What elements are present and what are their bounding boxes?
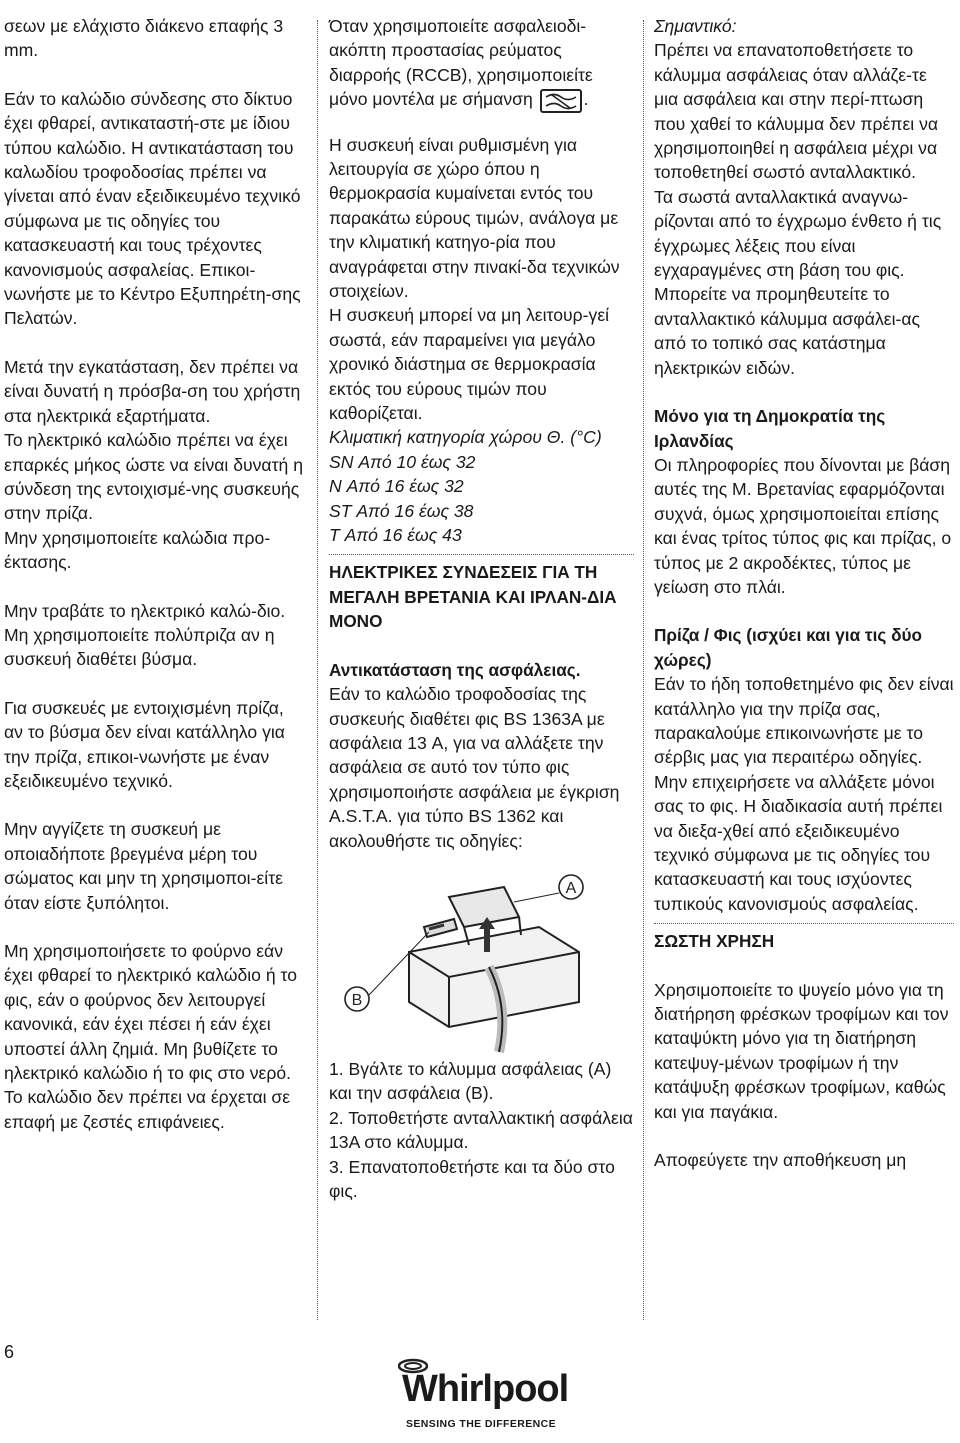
paragraph: Μην τραβάτε το ηλεκτρικό καλώ-διο. <box>4 600 286 621</box>
socket-paragraph: Εάν το ήδη τοποθετημένο φις δεν είναι κατάλληλο για την πρίζα σας, παρακαλούμε επικοινωνήστε με το σέρβις μας για περαιτέρω οδηγίες. Μην επιχειρήσετε να αλλάξετε μόνοι σας το φις. Η διαδικασία αυτή πρέπει να διεξα-χθεί από εξειδικευμένο τεχνικό σύμφωνα με τις οδηγίες του κατασκευαστή και τους ισχύοντες τυπικούς κανονισμούς ασφαλείας. <box>654 674 954 914</box>
ireland-heading: Μόνο για τη Δημοκρατία της Ιρλανδίας <box>654 406 886 451</box>
paragraph: Μην αγγίζετε τη συσκευή με οποιαδήποτε βρεγμένα μέρη του σώματος και μην τη χρησιμοποι-είτε όταν είστε ξυπόλητοι. <box>4 819 283 913</box>
column-middle <box>329 14 634 1203</box>
column-divider <box>317 20 318 1320</box>
column-left <box>4 14 304 1134</box>
column-right <box>654 14 954 1172</box>
climate-paragraph: Η συσκευή είναι ρυθμισμένη για λειτουργία σε χώρο όπου η θερμοκρασία κυμαίνεται εντός του παρακάτω εύρους τιμών, ανάλογα με την κλιματική κατηγο-ρία που αναγράφεται στην πινακί-δα τεχνικών στοιχείων. <box>329 134 620 301</box>
paragraph: Το ηλεκτρικό καλώδιο πρέπει να έχει επαρκές μήκος ώστε να είναι δυνατή η σύνδεση της εντοιχισμέ-νης συσκευής στην πρίζα. <box>4 430 304 524</box>
buy-paragraph: Μπορείτε να προμηθευτείτε το ανταλλακτικό κάλυμμα ασφάλει-ας από το τοπικό σας κατάστημα ηλεκτρικών ειδών. <box>654 284 921 378</box>
section-divider <box>654 923 954 924</box>
paragraph: Μη χρησιμοποιήσετε το φούρνο εάν έχει φθαρεί το ηλεκτρικό καλώδιο ή το φις, εάν ο φούρνος δεν λειτουργεί κανονικά, εάν έχει πέσει ή εάν έχει υποστεί άλλη ζημιά. Μη βυθίζετε το ηλεκτρικό καλώδιο ή το φις στο νερό. Το καλώδιο δεν πρέπει να έρχεται σε επαφή με ζεστές επιφάνειες. <box>4 941 298 1132</box>
use-heading: ΣΩΣΤΗ ΧΡΗΣΗ <box>654 931 775 952</box>
uk-heading: ΗΛΕΚΤΡΙΚΕΣ ΣΥΝΔΕΣΕΙΣ ΓΙΑ ΤΗ ΜΕΓΑΛΗ ΒΡΕΤΑΝΙΑ ΚΑΙ ΙΡΛΑΝ-ΔΙΑ ΜΟΝΟ <box>329 562 617 632</box>
rccb-end: . <box>583 89 589 110</box>
paragraph: Για συσκευές με εντοιχισμένη πρίζα, αν το βύσμα δεν είναι κατάλληλο για την πρίζα, επικοι-νωνήστε με έναν εξειδικευμένο τεχνικό. <box>4 697 285 791</box>
step: 2. Τοποθετήστε ανταλλακτική ασφάλεια 13A στο κάλυμμα. <box>329 1107 633 1153</box>
step: 1. Βγάλτε το κάλυμμα ασφάλειας (A) και την ασφάλεια (B). <box>329 1058 612 1104</box>
section-divider <box>329 554 634 555</box>
paragraph: Μετά την εγκατάσταση, δεν πρέπει να είναι δυνατή η πρόσβα-ση του χρήστη στα ηλεκτρικά εξαρτήματα. <box>4 356 301 426</box>
ireland-paragraph: Οι πληροφορίες που δίνονται με βάση αυτές της Μ. Βρετανίας εφαρμόζονται συχνά, όμως χρησιμοποιείται επίσης και ένας τρίτος τύπος φις και πρίζας, ο τύπος με 2 ακροδέκτες, τύπος με γείωση στο πλάι. <box>654 454 952 597</box>
step: 3. Επανατοποθετήστε και τα δύο στο φις. <box>329 1156 615 1201</box>
paragraph: Μη χρησιμοποιείτε πολύπριζα αν η συσκευή διαθέτει βύσμα. <box>4 624 275 670</box>
climate-paragraph: Η συσκευή μπορεί να μη λειτουρ-γεί σωστά, εάν παραμείνει για μεγάλο χρονικό διάστημα σε θερμοκρασία εκτός του εύρους τιμών που καθορίζεται. <box>329 305 610 424</box>
column-divider <box>643 20 644 1320</box>
rccb-symbol-icon <box>540 89 582 113</box>
label-b: B <box>351 991 363 1009</box>
climate-row: SN Από 10 έως 32 <box>329 451 476 472</box>
whirlpool-logo <box>398 1358 578 1443</box>
rccb-paragraph <box>329 14 634 113</box>
paragraph: Μην χρησιμοποιείτε καλώδια προ-έκτασης. <box>4 527 271 573</box>
avoid-paragraph: Αποφεύγετε την αποθήκευση μη <box>654 1150 907 1171</box>
rccb-text: Όταν χρησιμοποιείτε ασφαλειοδι-ακόπτη προστασίας ρεύματος διαρροής (RCCB), χρησιμοποιείτε μόνο μοντέλα με σήμανση <box>329 16 593 110</box>
fuse-heading: Αντικατάσταση της ασφάλειας. <box>329 659 581 680</box>
socket-heading: Πρίζα / Φις (ισχύει και για τις δύο χώρες) <box>654 625 923 670</box>
label-a: A <box>565 879 577 897</box>
climate-row: T Από 16 έως 43 <box>329 525 462 546</box>
important-paragraph: Πρέπει να επανατοποθετήσετε το κάλυμμα ασφάλειας όταν αλλάζε-τε μια ασφάλεια και στην περί-πτωση που χαθεί το κάλυμμα δεν πρέπει να χρησιμοποιηθεί η ασφάλεια μέχρι να τοποθετηθεί σωστό ανταλλακτικό. <box>654 40 939 183</box>
brand-tagline: SENSING THE DIFFERENCE <box>406 1418 556 1430</box>
important-label: Σημαντικό: <box>654 16 737 36</box>
plug-fuse-illustration <box>329 857 629 1057</box>
climate-heading: Κλιματική κατηγορία χώρου Θ. (°C) <box>329 427 602 448</box>
climate-row: ST Από 16 έως 38 <box>329 500 474 521</box>
paragraph: σεων με ελάχιστο διάκενο επαφής 3 mm. <box>4 16 284 61</box>
climate-row: N Από 16 έως 32 <box>329 476 464 497</box>
brand-name: Whirlpool <box>402 1368 569 1410</box>
use-paragraph: Χρησιμοποιείτε το ψυγείο μόνο για τη διατήρηση φρέσκων τροφίμων και τον καταψύκτη μόνο για τη διατήρηση κατεψυγ-μένων τροφίμων ή την κατάψυξη φρέσκων τροφίμων, καθώς και για παγάκια. <box>654 979 949 1122</box>
fuse-paragraph: Εάν το καλώδιο τροφοδοσίας της συσκευής διαθέτει φις BS 1363A με ασφάλεια 13 A, για να αλλάξετε την ασφάλεια σε αυτό τον τύπο φις χρησιμοποιήστε ασφάλεια με έγκριση A.S.T.A. για τύπο BS 1362 και ακολουθήστε τις οδηγίες: <box>329 684 620 851</box>
page-number: 6 <box>4 1342 15 1362</box>
identify-paragraph: Τα σωστά ανταλλακτικά αναγνω-ρίζονται από το έγχρωμο ένθετο ή τις έγχρωμες λέξεις που είναι εγχαραγμένες στη βάση του φις. <box>654 186 942 281</box>
paragraph: Εάν το καλώδιο σύνδεσης στο δίκτυο έχει φθαρεί, αντικαταστή-στε με ίδιου τύπου καλώδιο. Η αντικατάσταση του καλωδίου τροφοδοσίας πρέπει να γίνεται από έναν εξειδικευμένο τεχνικό σύμφωνα με τις οδηγίες του κατασκευαστή και τους τρέχοντες κανονισμούς ασφαλείας. Επικοι-νωνήστε με το Κέντρο Εξυπηρέτη-σης Πελατών. <box>4 88 301 329</box>
